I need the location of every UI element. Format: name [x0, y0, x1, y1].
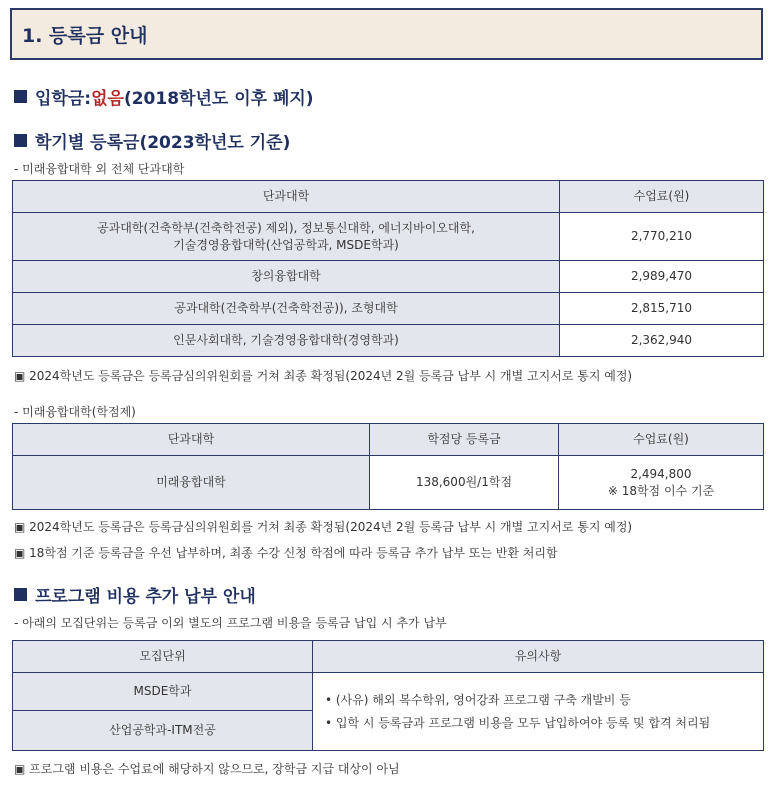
table-row: [13, 261, 764, 293]
college-cell: 미래융합대학: [13, 456, 370, 510]
per-credit-cell: 138,600원/1학점: [370, 456, 559, 510]
table-header-row: [13, 181, 764, 213]
program-fee-subheading: - 아래의 모집단위는 등록금 이외 별도의 프로그램 비용을 등록금 납입 시 추가 납부: [14, 616, 447, 630]
college-cell: 인문사회대학, 기술경영융합대학(경영학과): [13, 325, 560, 357]
table-header-row: [13, 641, 764, 673]
credit-fee-subheading: - 미래융합대학(학점제): [14, 405, 136, 419]
notes-cell: • (사유) 해외 복수학위, 영어강좌 프로그램 구축 개발비 등 • 입학 시 등록금과 프로그램 비용을 모두 납입하여야 등록 및 합격 처리됨: [313, 673, 764, 751]
fee-cell: 2,494,800 ※ 18학점 이수 기준: [559, 456, 764, 510]
program-fee-table: [12, 640, 764, 751]
credit-fee-note-2: ▣ 18학점 기준 등록금을 우선 납부하며, 최종 수강 신청 학점에 따라 등록금 추가 납부 또는 반환 처리함: [14, 546, 558, 560]
unit-cell: 산업공학과-ITM전공: [13, 711, 313, 751]
fee-cell: 2,815,710: [560, 293, 764, 325]
table-row: [13, 213, 764, 261]
column-header: 수업료(원): [560, 181, 764, 213]
column-header: 학점당 등록금: [370, 424, 559, 456]
semester-fee-subheading: - 미래융합대학 외 전체 단과대학: [14, 162, 185, 176]
section-title: 1. 등록금 안내: [10, 8, 763, 60]
program-fee-heading: 프로그램 비용 추가 납부 안내: [14, 582, 256, 607]
column-header: 수업료(원): [559, 424, 764, 456]
table-row: [13, 673, 764, 711]
credit-fee-table: [12, 423, 764, 510]
semester-fee-heading: 학기별 등록금(2023학년도 기준): [14, 128, 290, 153]
table-header-row: [13, 424, 764, 456]
admission-fee-value: 없음: [91, 89, 124, 109]
college-cell: 공과대학(건축학부(건축학전공)), 조형대학: [13, 293, 560, 325]
semester-fee-table: [12, 180, 764, 357]
column-header: 유의사항: [313, 641, 764, 673]
fee-cell: 2,770,210: [560, 213, 764, 261]
credit-fee-note-1: ▣ 2024학년도 등록금은 등록금심의위원회를 거쳐 최종 확정됨(2024년 2월 등록금 납부 시 개별 고지서로 통지 예정): [14, 520, 633, 534]
unit-cell: MSDE학과: [13, 673, 313, 711]
square-bullet-icon: [14, 588, 27, 601]
column-header: 모집단위: [13, 641, 313, 673]
college-cell: 공과대학(건축학부(건축학전공) 제외), 정보통신대학, 에너지바이오대학, 기술경영융합대학(산업공학과, MSDE학과): [13, 213, 560, 261]
column-header: 단과대학: [13, 424, 370, 456]
semester-fee-note: ▣ 2024학년도 등록금은 등록금심의위원회를 거쳐 최종 확정됨(2024년 2월 등록금 납부 시 개별 고지서로 통지 예정): [14, 369, 633, 383]
fee-cell: 2,362,940: [560, 325, 764, 357]
program-fee-footer-note: ▣ 프로그램 비용은 수업료에 해당하지 않으므로, 장학금 지급 대상이 아님: [14, 762, 400, 776]
table-row: [13, 325, 764, 357]
table-row: [13, 456, 764, 510]
admission-fee-heading: 입학금: 없음 (2018학년도 이후 폐지): [14, 84, 314, 109]
table-row: [13, 293, 764, 325]
fee-cell: 2,989,470: [560, 261, 764, 293]
square-bullet-icon: [14, 90, 27, 103]
college-cell: 창의융합대학: [13, 261, 560, 293]
square-bullet-icon: [14, 134, 27, 147]
column-header: 단과대학: [13, 181, 560, 213]
